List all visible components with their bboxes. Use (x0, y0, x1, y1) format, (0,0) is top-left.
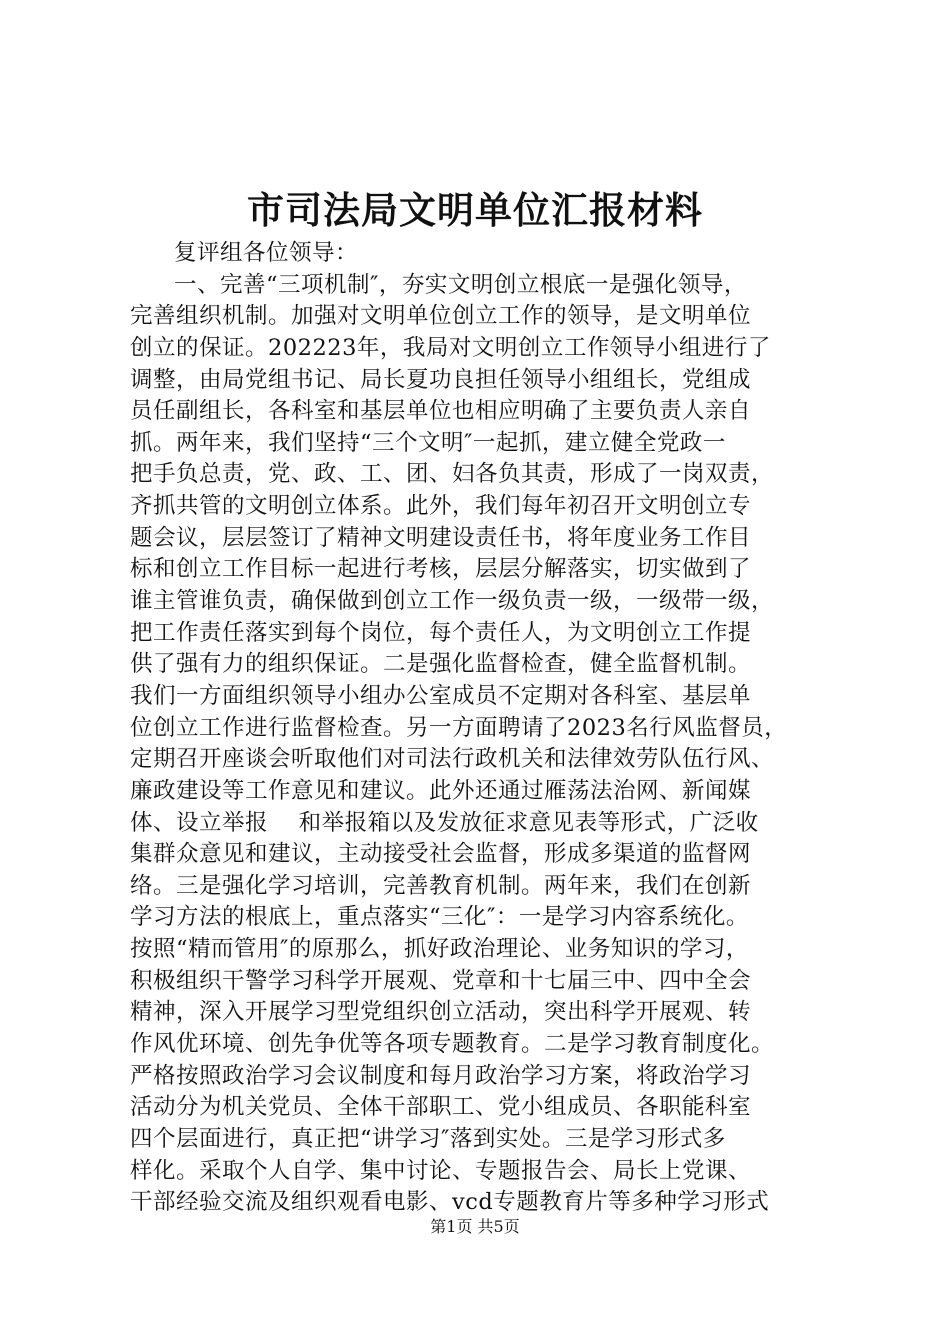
body-line: 抓。两年来，我们坚持“三个文明″一起抓，建立健全党政一 (130, 429, 726, 456)
body-line: 调整，由局党组书记、局长夏功良担任领导小组组长，党组成 (130, 366, 752, 393)
body-line: 作风优环境、创先争优等各项专题教育。二是学习教育制度化。 (130, 1031, 775, 1058)
body-line: 学习方法的根底上，重点落实“三化″：一是学习内容系统化。 (130, 904, 749, 931)
body-line: 供了强有力的组织保证。二是强化监督检查，健全监督机制。 (130, 651, 752, 678)
body-line: 活动分为机关党员、全体干部职工、党小组成员、各职能科室 (130, 1094, 752, 1121)
body-line: 我们一方面组织领导小组办公室成员不定期对各科室、基层单 (130, 682, 752, 709)
body-line: 谁主管谁负责，确保做到创立工作一级负责一级，一级带一级， (130, 588, 775, 615)
body-line: 把工作责任落实到每个岗位，每个责任人，为文明创立工作提 (130, 619, 752, 646)
body-line: 按照“精而管用″的原那么，抓好政治理论、业务知识的学习， (130, 936, 749, 963)
body-line: 员任副组长，各科室和基层单位也相应明确了主要负责人亲自 (130, 398, 752, 425)
body-line: 题会议，层层签订了精神文明建设责任书，将年度业务工作目 (130, 524, 752, 551)
body-line: 严格按照政治学习会议制度和每月政治学习方案，将政治学习 (130, 1062, 752, 1089)
document-title: 市司法局文明单位汇报材料 (247, 188, 703, 232)
body-line: 标和创立工作目标一起进行考核，层层分解落实，切实做到了 (130, 556, 752, 583)
body-line: 齐抓共管的文明创立体系。此外，我们每年初召开文明创立专 (130, 493, 752, 520)
body-line: 创立的保证。202223年，我局对文明创立工作领导小组进行了 (130, 334, 771, 361)
body-line: 定期召开座谈会听取他们对司法行政机关和法律效劳队伍行风、 (130, 746, 775, 773)
body-line: 一、完善“三项机制″，夯实文明创立根底一是强化领导， (174, 271, 747, 298)
body-line: 位创立工作进行监督检查。另一方面聘请了2023名行风监督员， (130, 714, 788, 741)
salutation-line: 复评组各位领导： (174, 240, 359, 266)
body-line: 精神，深入开展学习型党组织创立活动，突出科学开展观、转 (130, 999, 752, 1026)
body-line: 集群众意见和建议，主动接受社会监督，形成多渠道的监督网 (130, 841, 752, 868)
body-line: 积极组织干警学习科学开展观、党章和十七届三中、四中全会 (130, 967, 752, 994)
page-indicator: 第1页 共5页 (430, 1217, 520, 1236)
body-line: 把手负总责，党、政、工、团、妇各负其责，形成了一岗双责， (130, 461, 775, 488)
body-line: 四个层面进行，真正把“讲学习″落到实处。三是学习形式多 (130, 1125, 726, 1152)
body-line: 廉政建设等工作意见和建议。此外还通过雁荡法治网、新闻媒 (130, 777, 752, 804)
body-line: 络。三是强化学习培训，完善教育机制。两年来，我们在创新 (130, 872, 752, 899)
body-line: 体、设立举报 和举报箱以及发放征求意见表等形式，广泛收 (130, 809, 759, 836)
body-line: 完善组织机制。加强对文明单位创立工作的领导，是文明单位 (130, 303, 752, 330)
document-body (130, 238, 830, 1219)
body-line: 干部经验交流及组织观看电影、vcd专题教育片等多种学习形式 (130, 1189, 770, 1216)
body-line: 样化。采取个人自学、集中讨论、专题报告会、局长上党课、 (130, 1157, 752, 1184)
